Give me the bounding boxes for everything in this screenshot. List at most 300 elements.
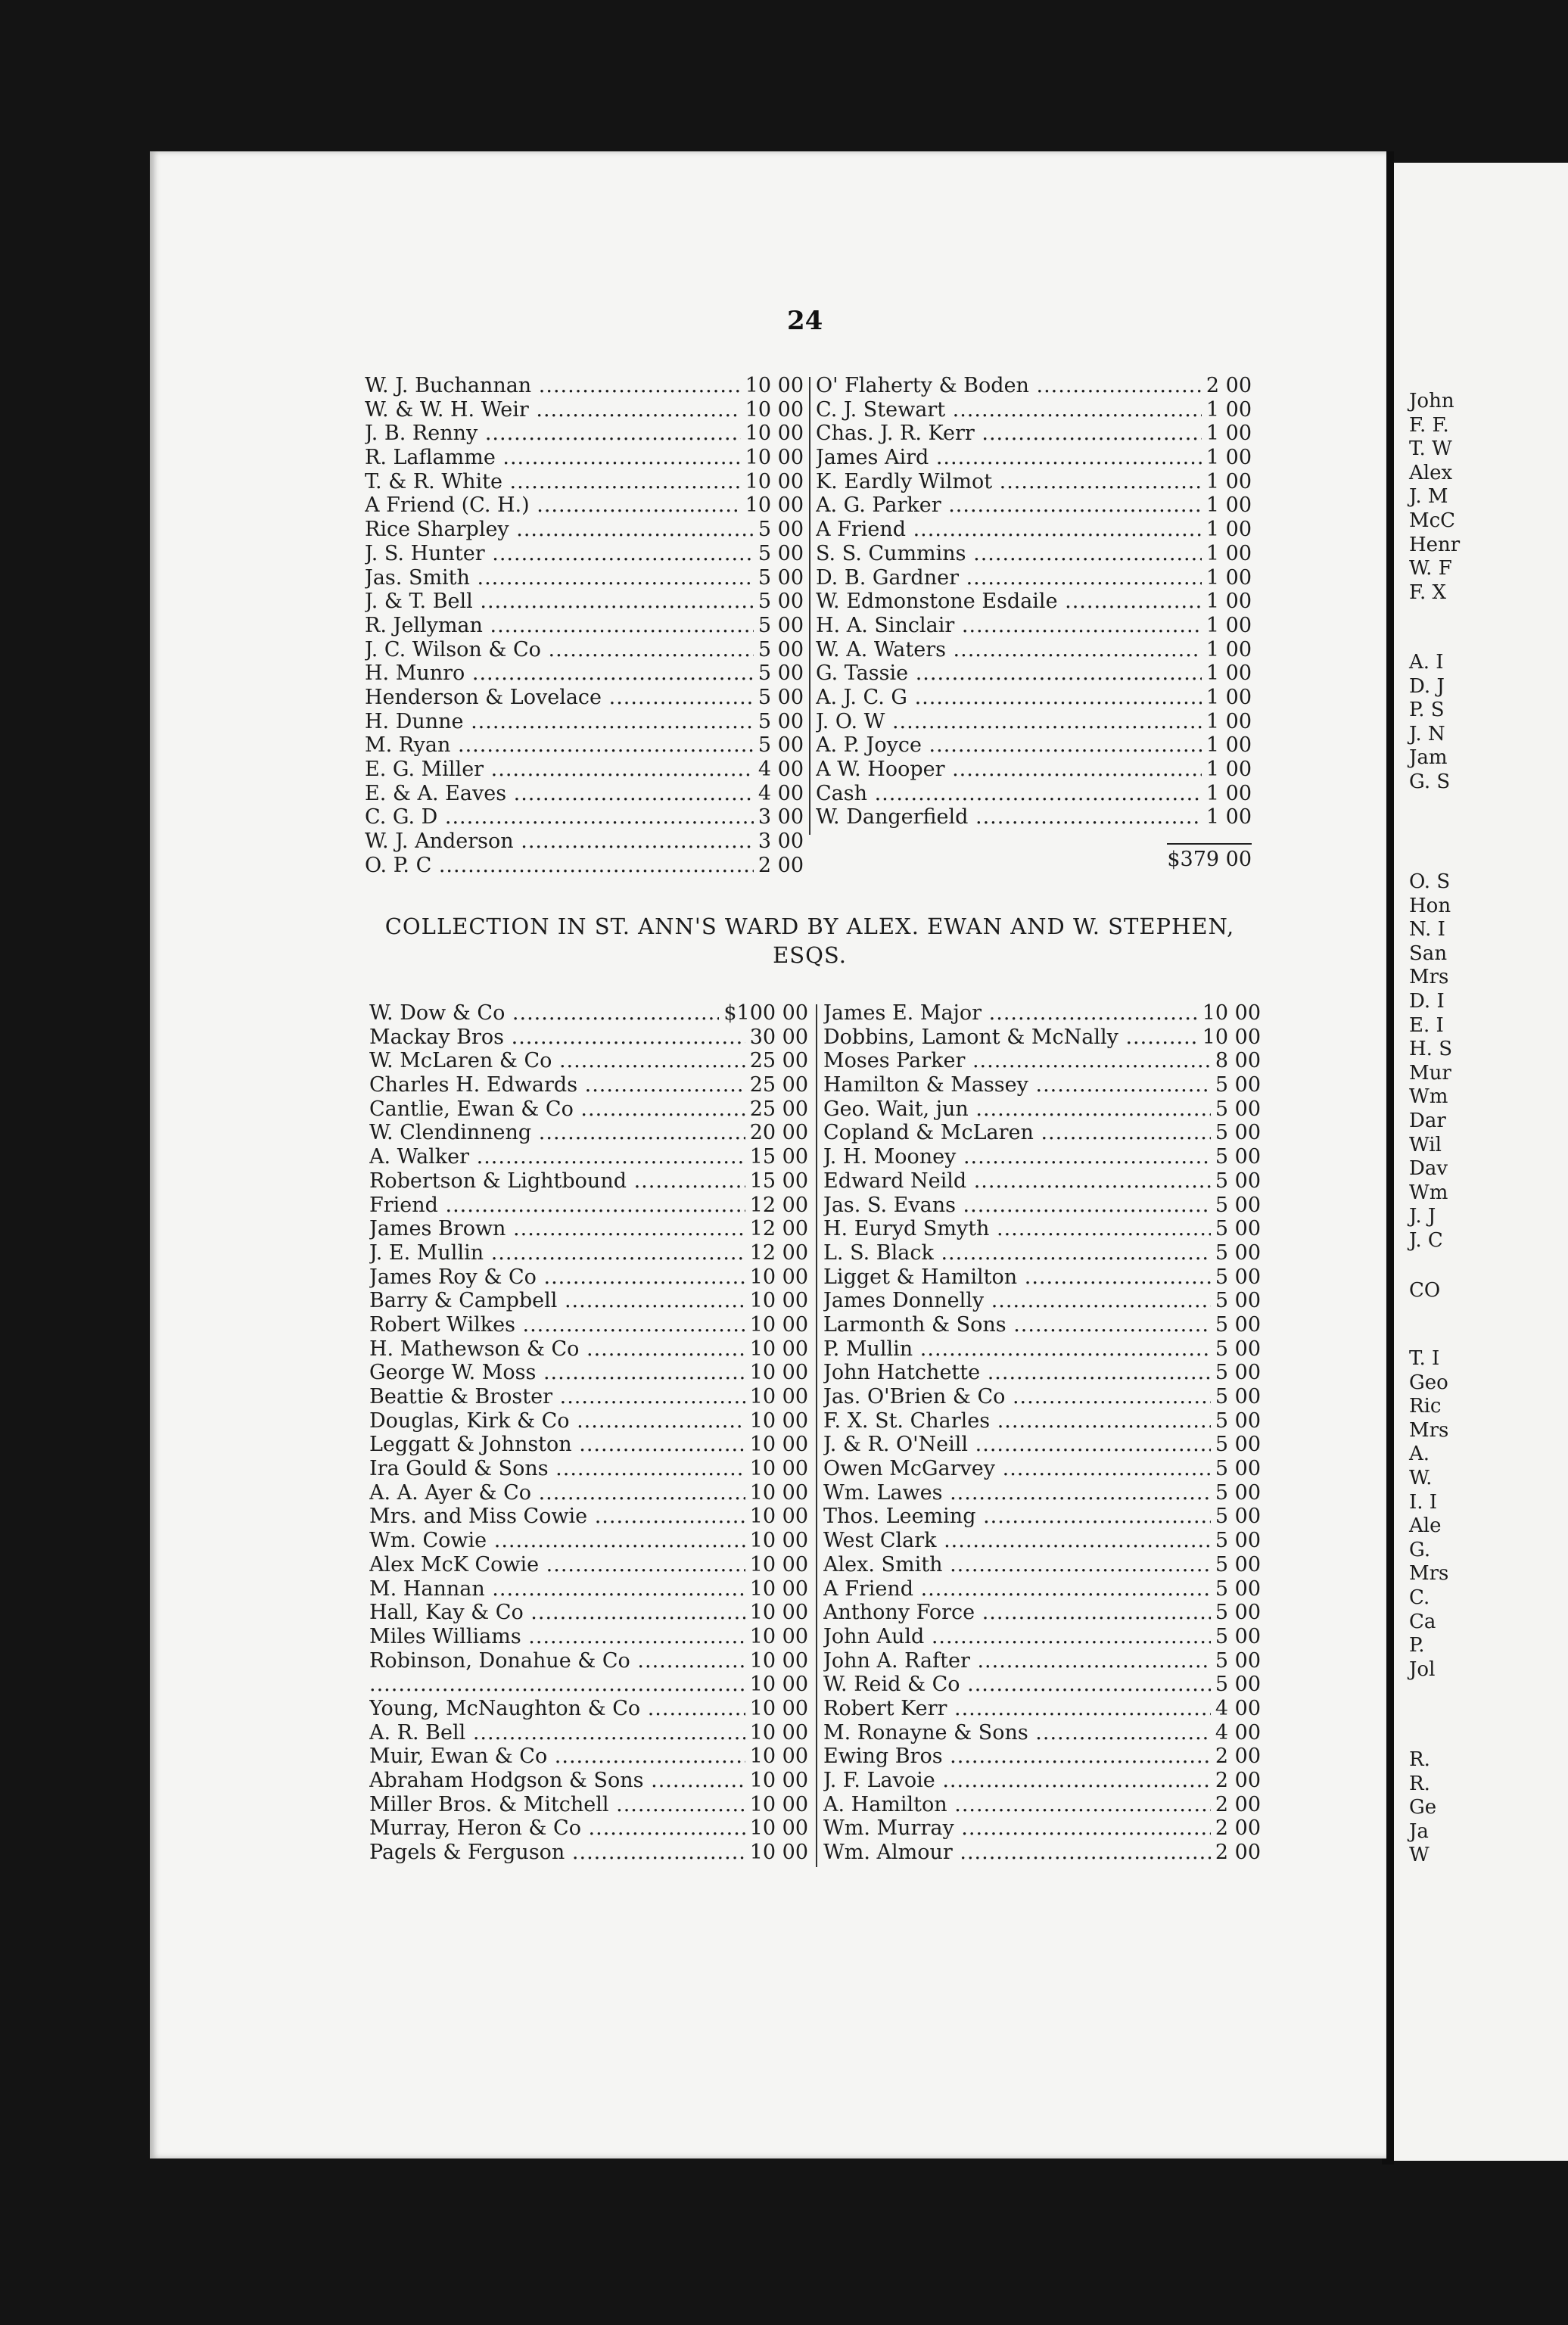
donation-list-2: [369, 1001, 1261, 1879]
donation-row: [369, 1097, 808, 1122]
donor-name: K. Eardly Wilmot .....: [816, 470, 1252, 494]
donation-amount: 1 00: [1202, 566, 1252, 590]
donation-row: [823, 1097, 1261, 1122]
donation-amount: 1 00: [1202, 422, 1252, 446]
donation-amount: 5 00: [754, 638, 804, 662]
donation-amount: 5 00: [754, 733, 804, 758]
facing-page-fragment: I. I: [1409, 1490, 1438, 1514]
donation-amount: 5 00: [1211, 1553, 1261, 1577]
donation-row: [369, 1721, 808, 1745]
donation-column-right: [823, 1001, 1261, 1865]
donation-row: [369, 1457, 808, 1481]
donation-row: [365, 782, 804, 806]
donation-row: [823, 1721, 1261, 1745]
donation-row: [369, 1529, 808, 1553]
donation-row: [823, 1816, 1261, 1841]
donor-name: W. A. Waters .....: [816, 638, 1252, 662]
donor-name: Miles Williams .....: [369, 1625, 808, 1649]
facing-page-fragment: John: [1409, 390, 1454, 412]
donor-name: R. Laflamme .....: [365, 446, 804, 470]
facing-page-fragment: W: [1409, 1844, 1430, 1867]
total-amount: $379 00: [1162, 848, 1252, 872]
donation-amount: 1 00: [1202, 710, 1252, 734]
donation-row: [823, 1697, 1261, 1721]
donation-row: [365, 854, 804, 878]
donation-row: [823, 1361, 1261, 1385]
donation-amount: 5 00: [1211, 1409, 1261, 1433]
donation-amount: 10 00: [745, 1601, 808, 1625]
donation-amount: 12 00: [745, 1194, 808, 1218]
donation-row: [365, 686, 804, 710]
donation-amount: 4 00: [1211, 1721, 1261, 1745]
donation-amount: 1 00: [1202, 661, 1252, 686]
donor-name: A. R. Bell .....: [369, 1721, 808, 1745]
donation-amount: 2 00: [754, 854, 804, 878]
facing-page-fragment: J. C: [1409, 1229, 1443, 1252]
donor-name: James Aird .....: [816, 446, 1252, 470]
donation-row: [823, 1385, 1261, 1409]
facing-page-fragment: Henr: [1409, 533, 1461, 556]
donation-row: [816, 470, 1252, 494]
donation-amount: 5 00: [1211, 1145, 1261, 1169]
donation-row: [369, 1361, 808, 1385]
donation-amount: 5 00: [754, 614, 804, 638]
donation-amount: 5 00: [1211, 1217, 1261, 1241]
facing-page-fragment: G.: [1409, 1538, 1431, 1561]
donation-amount: 10 00: [745, 1409, 808, 1433]
donation-row: [816, 614, 1252, 638]
donation-row: [823, 1001, 1261, 1026]
facing-page-fragment: Dav: [1409, 1157, 1448, 1181]
donation-row: [365, 446, 804, 470]
facing-page-fragment: J. M: [1409, 485, 1448, 509]
donor-name: E. & A. Eaves .....: [365, 782, 804, 806]
donation-row: [369, 1026, 808, 1050]
facing-page-fragment: W. F: [1409, 557, 1452, 580]
facing-page-fragment: McC: [1409, 509, 1456, 532]
donor-name: H. Mathewson & Co .....: [369, 1337, 808, 1362]
facing-page-fragment: Dar: [1409, 1110, 1446, 1132]
donation-amount: 2 00: [1211, 1769, 1261, 1793]
donation-amount: 10 00: [741, 446, 804, 470]
facing-page-fragment: C.: [1409, 1586, 1430, 1609]
donation-amount: $100 00: [719, 1001, 808, 1026]
facing-page-fragment: A.: [1409, 1443, 1430, 1466]
donation-amount: 5 00: [1211, 1385, 1261, 1409]
donation-row: [823, 1649, 1261, 1673]
donor-name: Abraham Hodgson & Sons .....: [369, 1769, 808, 1793]
facing-page-fragment: Ge: [1409, 1796, 1437, 1819]
donation-row: [816, 782, 1252, 806]
facing-page-fragment: D. J: [1409, 674, 1445, 698]
column-divider: [809, 377, 810, 835]
donation-row: [823, 1049, 1261, 1073]
donor-name: J. H. Mooney .....: [823, 1145, 1261, 1169]
donation-row: [369, 1217, 808, 1241]
donor-name: T. & R. White .....: [365, 470, 804, 494]
donor-name: M. Ronayne & Sons .....: [823, 1721, 1261, 1745]
donation-amount: 10 00: [745, 1457, 808, 1481]
donation-amount: 10 00: [745, 1793, 808, 1817]
donation-amount: 1 00: [1202, 470, 1252, 494]
facing-page-fragment: Mrs: [1409, 1562, 1449, 1586]
donation-amount: 5 00: [1211, 1097, 1261, 1122]
facing-page-fragment: F. X: [1409, 580, 1447, 604]
donor-name: J. O. W .....: [816, 710, 1252, 734]
section-heading-line-1: COLLECTION IN ST. ANN'S WARD BY ALEX. EWAN AND W. STEPHEN,: [384, 914, 1235, 939]
facing-page-fragment: Hon: [1409, 894, 1451, 917]
donation-amount: 5 00: [1211, 1505, 1261, 1529]
donation-row: [369, 1121, 808, 1145]
donation-row: [365, 566, 804, 590]
total-rule: [1167, 843, 1252, 845]
donation-amount: 1 00: [1202, 446, 1252, 470]
donation-row: [369, 1265, 808, 1290]
donor-name: Thos. Leeming .....: [823, 1505, 1261, 1529]
donation-amount: 10 00: [745, 1577, 808, 1601]
donation-row: [365, 829, 804, 854]
donor-name: Larmonth & Sons .....: [823, 1313, 1261, 1337]
donation-amount: 5 00: [1211, 1121, 1261, 1145]
donation-row: [365, 422, 804, 446]
donor-name: W. McLaren & Co .....: [369, 1049, 808, 1073]
donation-row: [816, 733, 1252, 758]
donation-row: [369, 1145, 808, 1169]
facing-page-fragment: Jol: [1409, 1657, 1436, 1681]
facing-page-fragment: N. I: [1409, 918, 1445, 942]
donation-row: [816, 805, 1252, 829]
donor-name: W. Dangerfield .....: [816, 805, 1252, 829]
donation-row: [823, 1481, 1261, 1505]
donation-amount: 1 00: [1202, 733, 1252, 758]
donor-name: Jas. Smith .....: [365, 566, 804, 590]
donor-name: W. Clendinneng .....: [369, 1121, 808, 1145]
donation-amount: 5 00: [1211, 1289, 1261, 1313]
donation-row: [365, 733, 804, 758]
donation-row: [369, 1001, 808, 1026]
donation-row: [823, 1337, 1261, 1362]
facing-page-fragment: T. I: [1409, 1347, 1440, 1370]
donation-row: [823, 1673, 1261, 1697]
donor-name: John Hatchette .....: [823, 1361, 1261, 1385]
donation-row: [823, 1553, 1261, 1577]
donor-name: J. F. Lavoie .....: [823, 1769, 1261, 1793]
donation-amount: 5 00: [1211, 1241, 1261, 1265]
donation-amount: 5 00: [1211, 1194, 1261, 1218]
donor-name: Mrs. and Miss Cowie .....: [369, 1505, 808, 1529]
donor-name: Dobbins, Lamont & McNally .....: [823, 1026, 1261, 1050]
donation-amount: 5 00: [754, 542, 804, 566]
facing-page-fragment: P.: [1409, 1634, 1425, 1657]
donation-amount: 8 00: [1211, 1049, 1261, 1073]
donor-name: A. Hamilton .....: [823, 1793, 1261, 1817]
donation-amount: 25 00: [745, 1073, 808, 1097]
donation-amount: 12 00: [745, 1241, 808, 1265]
donor-name: W. Reid & Co .....: [823, 1673, 1261, 1697]
donation-amount: 5 00: [1211, 1169, 1261, 1194]
donation-amount: 5 00: [1211, 1073, 1261, 1097]
donation-amount: 5 00: [1211, 1601, 1261, 1625]
donor-name: J. S. Hunter .....: [365, 542, 804, 566]
donor-name: Mackay Bros .....: [369, 1026, 808, 1050]
donor-name: West Clark .....: [823, 1529, 1261, 1553]
donation-amount: 1 00: [1202, 518, 1252, 542]
total-row: [816, 848, 1252, 872]
donor-name: A. P. Joyce .....: [816, 733, 1252, 758]
donation-amount: 10 00: [745, 1505, 808, 1529]
donation-row: [823, 1577, 1261, 1601]
donation-amount: 10 00: [1198, 1001, 1261, 1026]
donation-row: [365, 805, 804, 829]
donation-amount: 2 00: [1202, 374, 1252, 398]
donation-amount: 1 00: [1202, 782, 1252, 806]
donation-amount: 10 00: [745, 1673, 808, 1697]
donor-name: Edward Neild .....: [823, 1169, 1261, 1194]
donor-name: Pagels & Ferguson .....: [369, 1841, 808, 1865]
facing-page-fragment: R.: [1409, 1772, 1430, 1795]
donation-row: [823, 1289, 1261, 1313]
donation-amount: 10 00: [745, 1265, 808, 1290]
donation-amount: 10 00: [1198, 1026, 1261, 1050]
donation-amount: 5 00: [1211, 1361, 1261, 1385]
facing-page-fragment: A. I: [1409, 651, 1444, 674]
donation-row: [823, 1121, 1261, 1145]
facing-page-fragment: J. N: [1409, 722, 1445, 745]
donation-amount: 10 00: [745, 1697, 808, 1721]
donation-row: [823, 1625, 1261, 1649]
donation-amount: 10 00: [745, 1625, 808, 1649]
donor-name: H. Dunne .....: [365, 710, 804, 734]
donation-column-left: [369, 1001, 808, 1865]
donation-amount: 4 00: [754, 758, 804, 782]
donation-row: [365, 398, 804, 422]
donor-name: Alex. Smith .....: [823, 1553, 1261, 1577]
donor-name: James Donnelly .....: [823, 1289, 1261, 1313]
donation-row: [823, 1457, 1261, 1481]
donation-amount: 5 00: [1211, 1337, 1261, 1362]
donation-row: [369, 1577, 808, 1601]
donation-row: [823, 1265, 1261, 1290]
donation-list-1: [365, 374, 1252, 904]
donation-row: [823, 1505, 1261, 1529]
facing-page-fragment: Ric: [1409, 1395, 1442, 1418]
donation-row: [365, 470, 804, 494]
donor-name: Wm. Murray .....: [823, 1816, 1261, 1841]
donation-amount: 5 00: [1211, 1577, 1261, 1601]
donation-row: [369, 1169, 808, 1194]
donation-amount: 2 00: [1211, 1841, 1261, 1865]
donor-name: A W. Hooper .....: [816, 758, 1252, 782]
donation-row: [823, 1241, 1261, 1265]
facing-page-fragment: T. W: [1409, 437, 1452, 461]
donor-name: H. Munro .....: [365, 661, 804, 686]
donor-name: George W. Moss .....: [369, 1361, 808, 1385]
facing-page-heading: CO: [1409, 1279, 1441, 1302]
donation-amount: 10 00: [741, 398, 804, 422]
donation-row: [823, 1217, 1261, 1241]
facing-page-fragment: Wm: [1409, 1181, 1448, 1204]
donation-amount: 30 00: [745, 1026, 808, 1050]
donor-name: M. Hannan .....: [369, 1577, 808, 1601]
donation-row: [823, 1841, 1261, 1865]
donation-amount: 5 00: [1211, 1313, 1261, 1337]
donation-row: [369, 1816, 808, 1841]
donor-name: Friend .....: [369, 1194, 808, 1218]
donation-row: [823, 1409, 1261, 1433]
donation-row: [816, 710, 1252, 734]
donation-row: [816, 638, 1252, 662]
donation-amount: 5 00: [1211, 1649, 1261, 1673]
donation-amount: 10 00: [745, 1361, 808, 1385]
donation-amount: 3 00: [754, 829, 804, 854]
donor-name: Ira Gould & Sons .....: [369, 1457, 808, 1481]
facing-page-fragment: San: [1409, 942, 1448, 965]
donor-name: Rice Sharpley .....: [365, 518, 804, 542]
donation-row: [365, 758, 804, 782]
donor-name: J. C. Wilson & Co .....: [365, 638, 804, 662]
donor-name: A Friend .....: [816, 518, 1252, 542]
donor-name: W. Edmonstone Esdaile .....: [816, 590, 1252, 614]
donor-name: M. Ryan .....: [365, 733, 804, 758]
facing-page-fragment: D. I: [1409, 990, 1445, 1013]
donor-name: Ewing Bros .....: [823, 1745, 1261, 1769]
donor-name: Hamilton & Massey .....: [823, 1073, 1261, 1097]
donation-amount: 5 00: [754, 566, 804, 590]
donation-row: [823, 1169, 1261, 1194]
donor-name: Chas. J. R. Kerr .....: [816, 422, 1252, 446]
donor-name: Robert Kerr .....: [823, 1697, 1261, 1721]
donor-name: W. Dow & Co .....: [369, 1001, 808, 1026]
donor-name: Beattie & Broster .....: [369, 1385, 808, 1409]
donor-name: Ligget & Hamilton .....: [823, 1265, 1261, 1290]
donation-row: [816, 518, 1252, 542]
donor-name: J. & T. Bell .....: [365, 590, 804, 614]
donor-name: James E. Major .....: [823, 1001, 1261, 1026]
donor-name: James Brown .....: [369, 1217, 808, 1241]
donation-row: [369, 1673, 808, 1697]
donor-name: Muir, Ewan & Co .....: [369, 1745, 808, 1769]
donation-amount: 1 00: [1202, 542, 1252, 566]
donation-row: [816, 374, 1252, 398]
donation-row: [369, 1649, 808, 1673]
donation-amount: 2 00: [1211, 1793, 1261, 1817]
donation-amount: 10 00: [745, 1289, 808, 1313]
donation-row: [365, 638, 804, 662]
donation-row: [816, 493, 1252, 518]
donor-name: J. B. Renny .....: [365, 422, 804, 446]
donation-amount: 10 00: [745, 1769, 808, 1793]
donation-row: [823, 1529, 1261, 1553]
donor-name: A Friend .....: [823, 1577, 1261, 1601]
facing-page-fragment: Mrs: [1409, 966, 1449, 989]
donation-amount: 10 00: [745, 1529, 808, 1553]
donation-row: [816, 446, 1252, 470]
donor-name: Hall, Kay & Co .....: [369, 1601, 808, 1625]
donation-amount: 3 00: [754, 805, 804, 829]
donation-amount: 10 00: [745, 1745, 808, 1769]
donation-row: [816, 422, 1252, 446]
donor-name: Copland & McLaren .....: [823, 1121, 1261, 1145]
donation-amount: 10 00: [745, 1649, 808, 1673]
donation-amount: 10 00: [745, 1553, 808, 1577]
donation-amount: 5 00: [1211, 1529, 1261, 1553]
donation-row: [823, 1793, 1261, 1817]
donation-amount: 4 00: [1211, 1697, 1261, 1721]
donor-name: H. Euryd Smyth .....: [823, 1217, 1261, 1241]
donor-name: A. G. Parker .....: [816, 493, 1252, 518]
donation-amount: 5 00: [754, 518, 804, 542]
donor-name: L. S. Black .....: [823, 1241, 1261, 1265]
donor-name: P. Mullin .....: [823, 1337, 1261, 1362]
donation-amount: 5 00: [1211, 1673, 1261, 1697]
donation-row: [823, 1601, 1261, 1625]
donation-row: [365, 493, 804, 518]
donation-row: [369, 1433, 808, 1457]
donor-name: Leggatt & Johnston .....: [369, 1433, 808, 1457]
donation-amount: 10 00: [745, 1313, 808, 1337]
donor-name: Young, McNaughton & Co .....: [369, 1697, 808, 1721]
facing-page-fragment: Wm: [1409, 1085, 1448, 1109]
facing-page-fragment: Ja: [1409, 1819, 1429, 1843]
donation-amount: 5 00: [754, 686, 804, 710]
donation-amount: 10 00: [745, 1433, 808, 1457]
facing-page-fragment: Alex: [1409, 461, 1453, 484]
donor-name: Cantlie, Ewan & Co .....: [369, 1097, 808, 1122]
donation-row: [823, 1194, 1261, 1218]
donation-row: [816, 758, 1252, 782]
donation-amount: 5 00: [754, 590, 804, 614]
facing-page-fragment: R.: [1409, 1748, 1430, 1771]
donation-row: [369, 1553, 808, 1577]
donation-row: [816, 566, 1252, 590]
donation-row: [365, 710, 804, 734]
donor-name: Douglas, Kirk & Co .....: [369, 1409, 808, 1433]
donation-row: [369, 1385, 808, 1409]
donor-name: S. S. Cummins .....: [816, 542, 1252, 566]
donation-row: [369, 1769, 808, 1793]
donation-row: [823, 1433, 1261, 1457]
donor-name: Barry & Campbell .....: [369, 1289, 808, 1313]
donor-name: W. J. Anderson .....: [365, 829, 804, 854]
donation-amount: 10 00: [741, 470, 804, 494]
donation-row: [369, 1793, 808, 1817]
section-heading: [318, 912, 1302, 970]
donation-row: [823, 1745, 1261, 1769]
facing-page-fragment: J. J: [1409, 1205, 1436, 1228]
donation-amount: 10 00: [741, 422, 804, 446]
donation-row: [816, 542, 1252, 566]
donation-row: [369, 1241, 808, 1265]
facing-page-fragment: P. S: [1409, 699, 1445, 722]
donor-name: Alex McK Cowie .....: [369, 1553, 808, 1577]
donor-name: Robertson & Lightbound .....: [369, 1169, 808, 1194]
donation-amount: 1 00: [1202, 758, 1252, 782]
donor-name: F. X. St. Charles .....: [823, 1409, 1261, 1433]
donor-name: Miller Bros. & Mitchell .....: [369, 1793, 808, 1817]
donor-name: Anthony Force .....: [823, 1601, 1261, 1625]
section-heading-line-2: ESQS.: [773, 942, 847, 968]
donation-amount: 1 00: [1202, 614, 1252, 638]
donation-amount: 12 00: [745, 1217, 808, 1241]
donation-row: [365, 590, 804, 614]
donation-row: [369, 1289, 808, 1313]
donor-name: A. J. C. G .....: [816, 686, 1252, 710]
donation-row: [369, 1625, 808, 1649]
donation-row: [365, 614, 804, 638]
donor-name: A. A. Ayer & Co .....: [369, 1481, 808, 1505]
facing-page-fragment: Geo: [1409, 1371, 1448, 1394]
facing-page-fragment: G. S: [1409, 770, 1451, 793]
